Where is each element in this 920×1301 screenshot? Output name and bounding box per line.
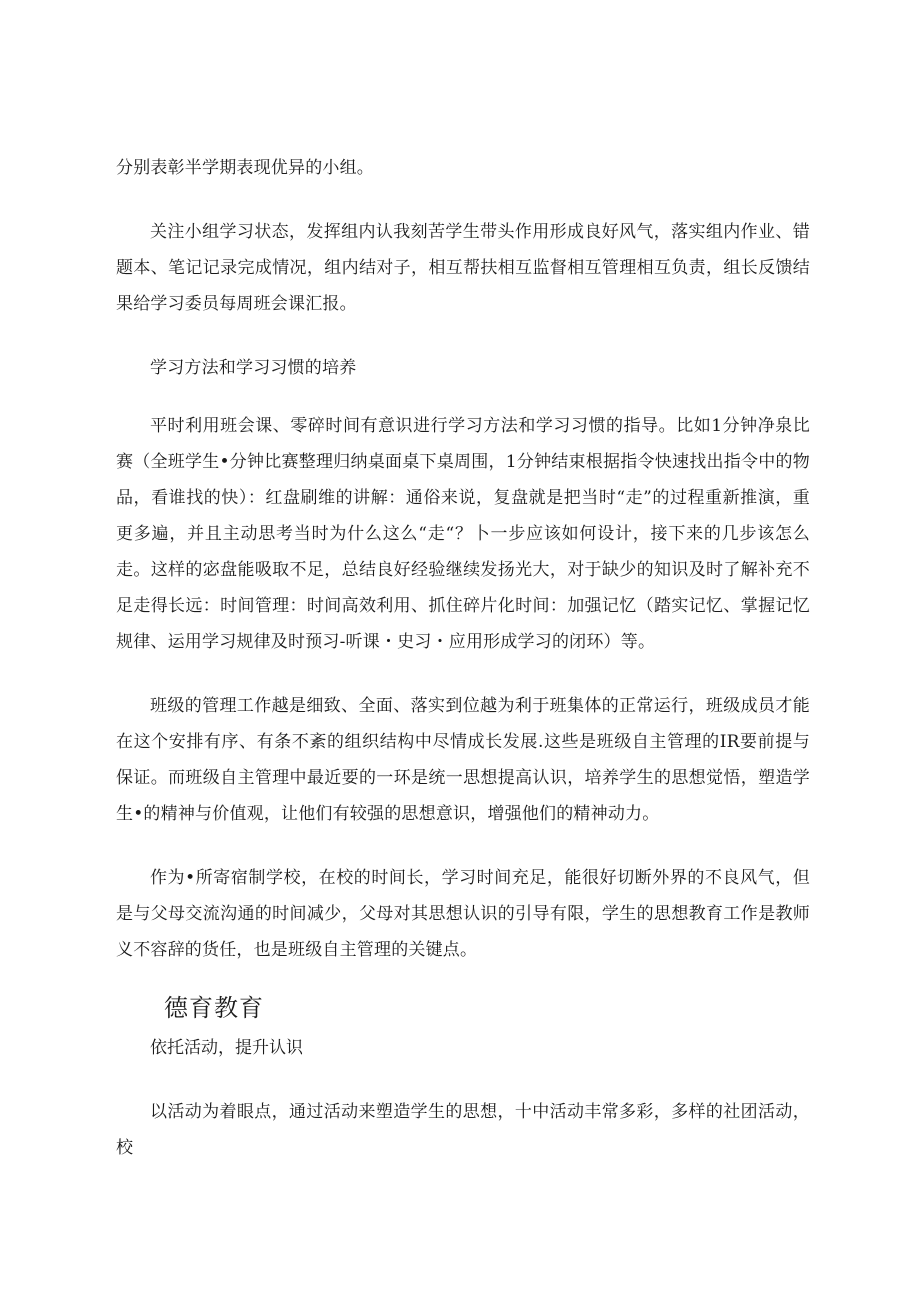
paragraph-study-methods: 平时利用班会课、零碎时间有意识进行学习方法和学习习惯的指导。比如1分钟净泉比赛（全班学生•分钟比赛整理归纳桌面桌下桌周围，1分钟结束根据指令快速找出指令中的物品，看谁找的快）：红盘刷维的讲解：通俗来说，复盘就是把当时“走”的过程重新推演，重更多遍，并且主动思考当时为什么这么“走“？卜一步应该如何设计，接下来的几步该怎么走。这样的宓盘能吸取不足，总结良好经验继续发扬光大，对于缺少的知识及时了解补充不足走得长远：时间管理：时间高效利用、抓住碎片化时间：加强记忆（踏实记忆、掌握记忆规律、运用学习规律及时预习-听课・史习・应用形成学习的闭环）等。: [116, 416, 810, 652]
section-title-study-habits: 学习方法和学习习惯的培养: [150, 358, 357, 378]
paragraph-boarding-school: 作为•所寄宿制学校，在校的时间长，学习时间充足，能很好切断外界的不良风气，但是与父母交流沟通的时间减少，父母对其思想认识的引导有限，学生的思想教育工作是教师义不容辞的货任，也是班级自主管理的关键点。: [116, 868, 810, 960]
paragraph-class-management: 班级的管理工作越是细致、全面、落实到位越为利于班集体的正常运行，班级成员才能在这个安排有序、有条不紊的组织结构中尽情成长发展.这些是班级自主管理的IR要前提与保证。而班级自主管理中最近要的一环是统一思想提高认识，培养学生的思想觉悟，塑造学生•的精神与价值观，让他们有较强的思想意识，增强他们的精神动力。: [116, 696, 810, 824]
paragraph-activities: 以活动为着眼点，通过活动来塑造学生的思想，十中活动丰常多彩，多样的社团活动，校: [116, 1102, 810, 1158]
paragraph-group-study: 关注小组学习状态，发挥组内认我刻苦学生带头作用形成良好风气，落实组内作业、错题本、笔记记录完成情况，组内结对子，相互帮扶相互监督相互管理相互负责，组长反馈结果给学习委员每周班会课汇报。: [116, 222, 810, 314]
subheading-activities: 依托活动，提升认识: [150, 1038, 303, 1058]
heading-moral-education: 德育教育: [164, 994, 264, 1022]
paragraph-award-summary: 分别表彰半学期表现优异的小组。: [116, 158, 374, 178]
document-body: [116, 150, 810, 1166]
